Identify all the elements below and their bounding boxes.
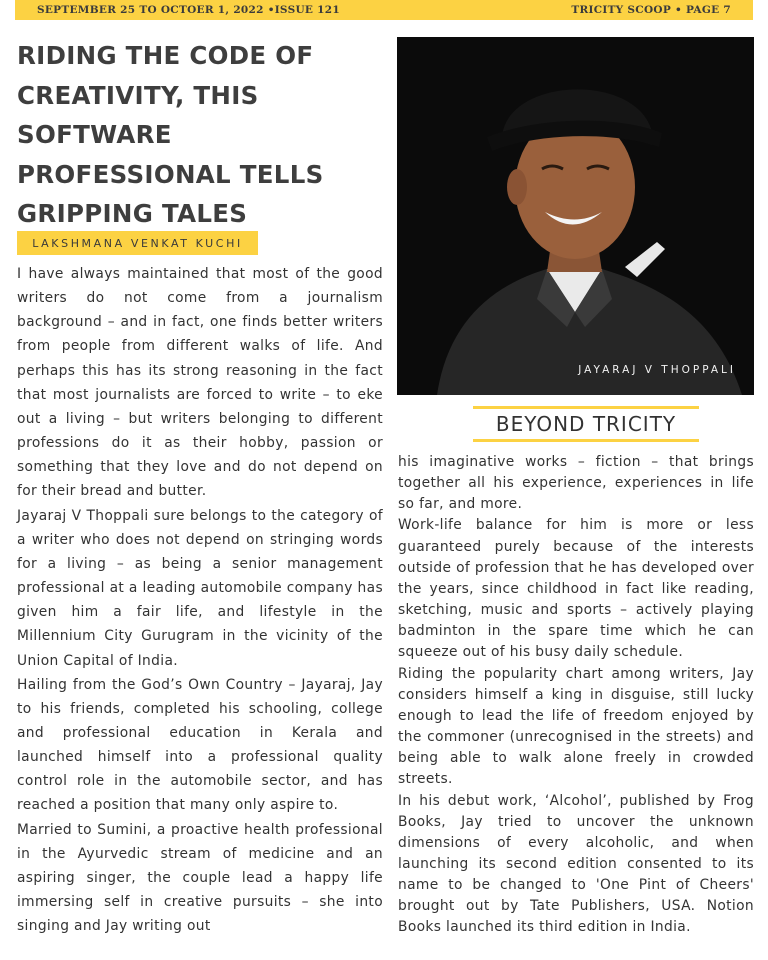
paragraph: Riding the popularity chart among writers, Jay considers himself a king in disguise, still lucky enough to lead the life of freedom enjoyed by the commoner (unrecognised in the streets) and being able to walk alone freely in crowded streets. — [398, 665, 754, 788]
page-info: TRICITY SCOOP • PAGE 7 — [571, 4, 731, 16]
paragraph: Jayaraj V Thoppali sure belongs to the category of a writer who does not depend on stringing words for a living – as being a senior management professional at a leading automobile company has given him a fair life, and lifestyle in the Millennium City Gurugram in the vicinity of the Union Capital of India. — [17, 507, 383, 669]
portrait-illustration — [397, 37, 754, 395]
paragraph: Work-life balance for him is more or less guaranteed purely because of the interests outside of profession that he has developed over the years, since childhood in fact like reading, sketching, music and sports – actively playing badminton in the spare time which he can squeeze out of his busy daily schedule. — [398, 517, 754, 661]
paragraph: Married to Sumini, a proactive health professional in the Ayurvedic stream of medicine and an aspiring singer, the couple lead a happy life immersing self in creative pursuits – she into singing and Jay writing out — [17, 821, 383, 935]
photo-caption: JAYARAJ V THOPPALI — [578, 364, 736, 376]
paragraph: I have always maintained that most of the good writers do not come from a journalism background – and in fact, one finds better writers from people from different walks of life. And perhaps this has its strong reasoning in the fact that most journalists are forced to write – to eke out a living – but writers belonging to different professions do it as their hobby, passion or something that they love and do not depend on for their bread and butter. — [17, 266, 383, 500]
paragraph: Hailing from the God’s Own Country – Jayaraj, Jay to his friends, completed his schooling, college and professional education in Kerala and launched himself into a professional quality control role in the automobile sector, and has reached a position that many only aspire to. — [17, 676, 383, 814]
page-header-bar — [15, 0, 753, 20]
issue-info: SEPTEMBER 25 TO OCTOER 1, 2022 •ISSUE 121 — [37, 4, 340, 16]
section-label: BEYOND TRICITY — [473, 406, 699, 442]
author-photo — [397, 37, 754, 395]
author-byline: LAKSHMANA VENKAT KUCHI — [17, 231, 258, 255]
paragraph: In his debut work, ‘Alcohol’, published by Frog Books, Jay tried to uncover the unknown dimensions of every alcoholic, and when launching its second edition consented to its name to be changed to 'One Pint of Cheers' brought out by Tate Publishers, USA. Notion Books launched its third edition in India. — [398, 792, 754, 936]
article-column-right — [398, 452, 754, 939]
article-headline: RIDING THE CODE OF CREATIVITY, THIS SOFTWARE PROFESSIONAL TELLS GRIPPING TALES — [17, 41, 324, 228]
paragraph: his imaginative works – fiction – that brings together all his experience, experiences in life so far, and more. — [398, 454, 754, 513]
article-column-left — [17, 262, 383, 938]
